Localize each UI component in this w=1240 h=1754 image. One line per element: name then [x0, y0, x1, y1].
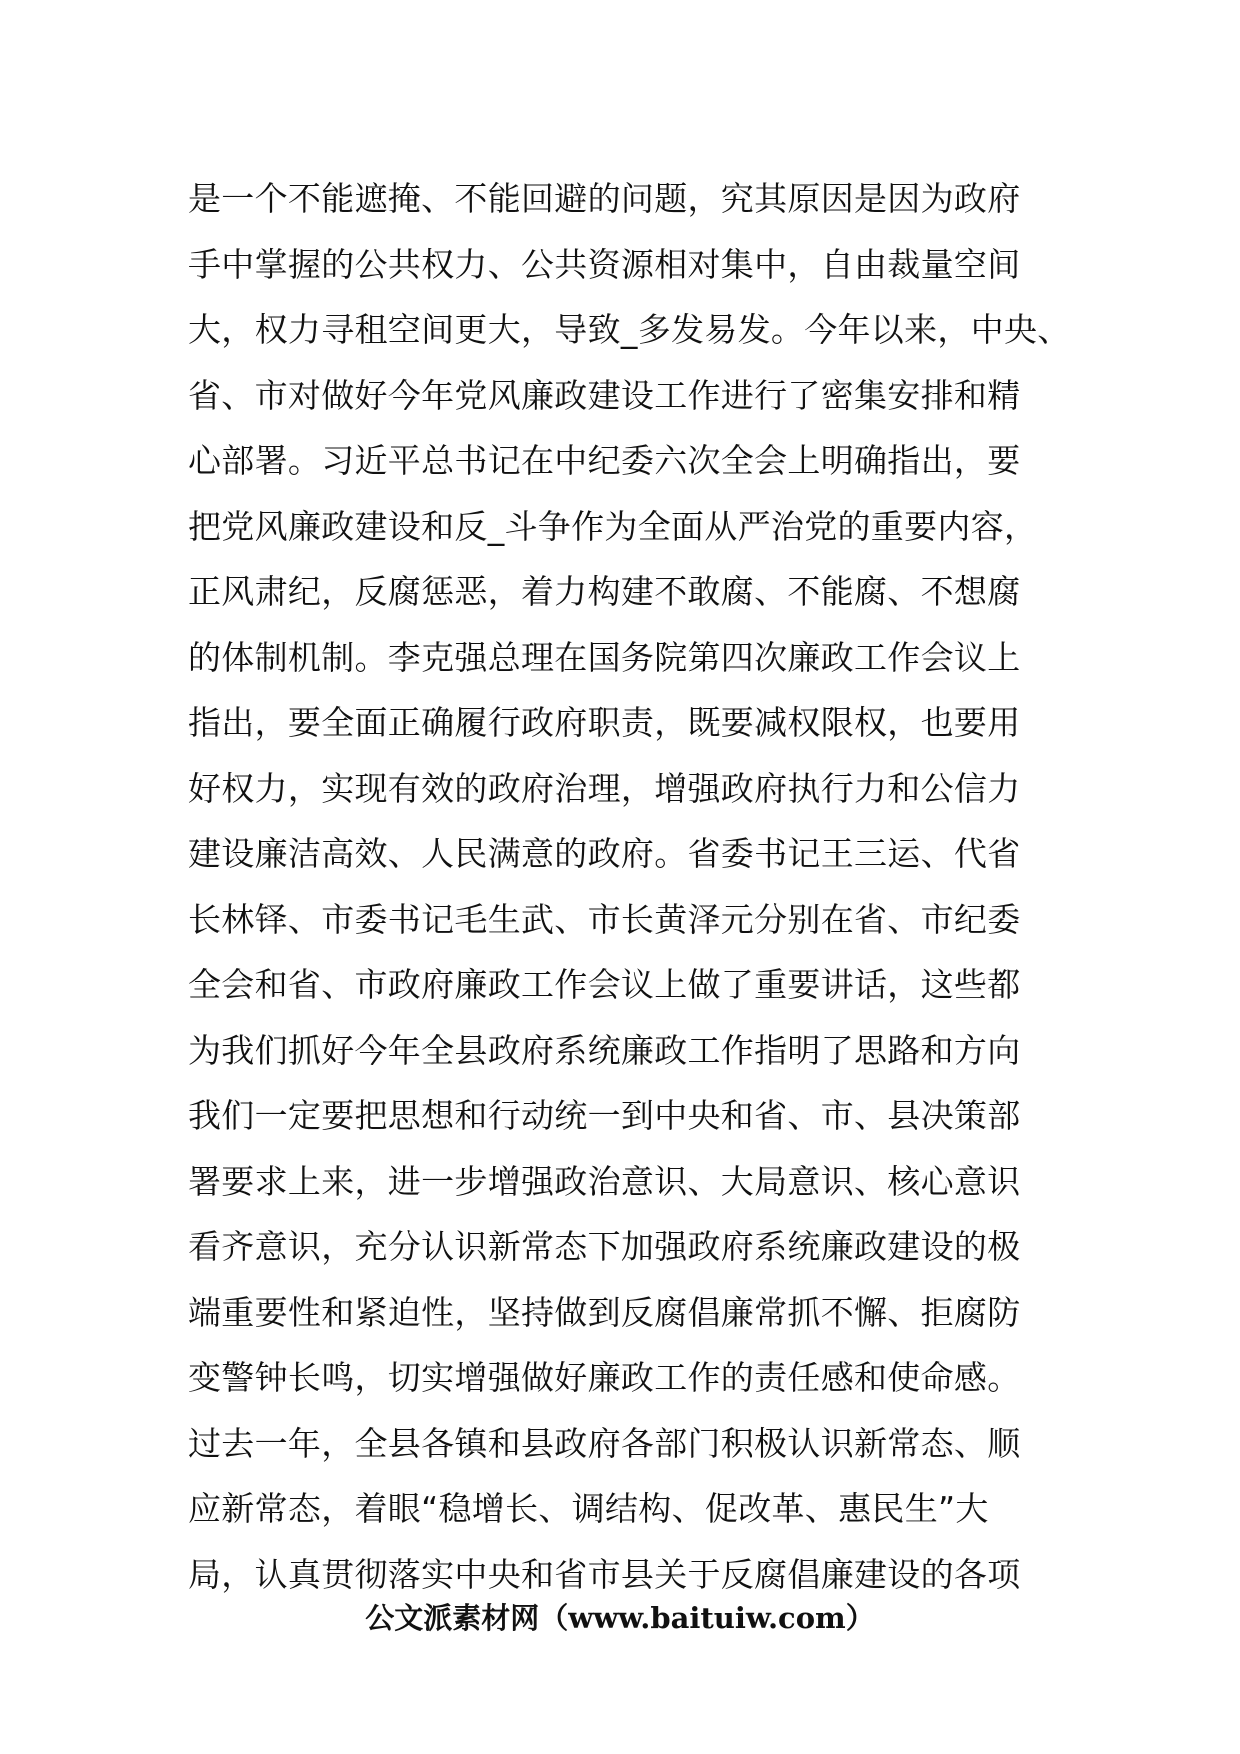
text-line: 的体制机制。李克强总理在国务院第四次廉政工作会议上 [188, 637, 1021, 677]
paragraph-2 [188, 1411, 1056, 1608]
text-line: 指出，要全面正确履行政府职责，既要减权限权，也要用 [188, 703, 1021, 742]
text-line: 我们一定要把思想和行动统一到中央和省、市、县决策部 [188, 1096, 1021, 1135]
text-line: 省、市对做好今年党风廉政建设工作进行了密集安排和精 [188, 375, 1021, 415]
document-body [188, 166, 1071, 1607]
page-footer [0, 1598, 1240, 1638]
text-line: 变警钟长鸣，切实增强做好廉政工作的责任感和使命感。 [188, 1358, 1021, 1397]
text-line: 手中掌握的公共权力、公共资源相对集中，自由裁量空间 [188, 244, 1021, 284]
paragraph-1 [188, 166, 1071, 1411]
text-line: 把党风廉政建设和反_斗争作为全面从严治党的重要内容， [188, 506, 1038, 546]
text-line: 为我们抓好今年全县政府系统廉政工作指明了思路和方向 [188, 1030, 1021, 1070]
text-line: 是一个不能遮掩、不能回避的问题，究其原因是因为政府 [188, 179, 1021, 218]
footer-source-text: 公文派素材网（www.baituiw.com） [365, 1601, 875, 1635]
text-line: 全会和省、市政府廉政工作会议上做了重要讲话，这些都 [188, 965, 1021, 1004]
text-line: 应新常态，着眼“稳增长、调结构、促改革、惠民生”大 [188, 1489, 989, 1528]
text-line: 端重要性和紧迫性，坚持做到反腐倡廉常抓不懈、拒腐防 [188, 1292, 1021, 1332]
text-line: 正风肃纪，反腐惩恶，着力构建不敢腐、不能腐、不想腐 [188, 572, 1021, 611]
text-line: 好权力，实现有效的政府治理，增强政府执行力和公信力 [188, 768, 1021, 808]
text-line: 建设廉洁高效、人民满意的政府。省委书记王三运、代省 [188, 834, 1021, 873]
text-line: 长林铎、市委书记毛生武、市长黄泽元分别在省、市纪委 [188, 899, 1021, 939]
text-line: 局，认真贯彻落实中央和省市县关于反腐倡廉建设的各项 [188, 1554, 1021, 1594]
text-line: 过去一年，全县各镇和县政府各部门积极认识新常态、顺 [188, 1423, 1021, 1463]
text-line: 大，权力寻租空间更大，导致_多发易发。今年以来，中央、 [188, 310, 1071, 349]
text-line: 心部署。习近平总书记在中纪委六次全会上明确指出，要 [188, 441, 1021, 480]
text-line: 看齐意识，充分认识新常态下加强政府系统廉政建设的极 [188, 1227, 1021, 1266]
text-line: 署要求上来，进一步增强政治意识、大局意识、核心意识 [188, 1161, 1021, 1201]
